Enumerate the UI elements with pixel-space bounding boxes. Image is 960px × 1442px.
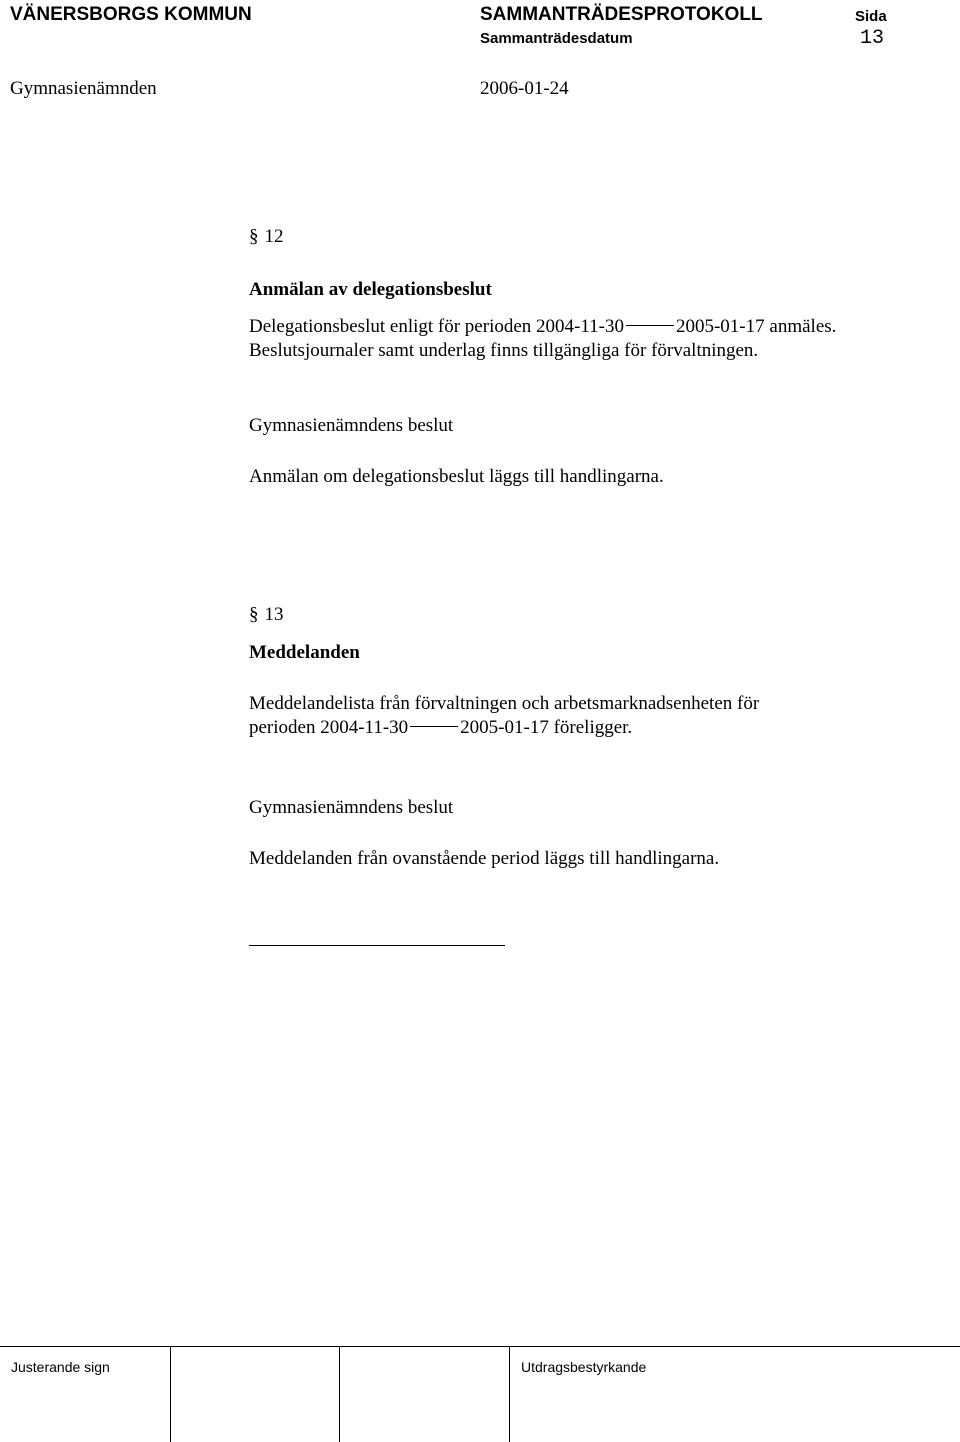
line-text: perioden 2004-11-30 [249,717,409,738]
utdragsbestyrkande-label: Utdragsbestyrkande [521,1359,647,1375]
municipality-name: VÄNERSBORGS KOMMUN [10,4,252,25]
section-number-13 [249,604,284,626]
section-number-12 [249,226,284,248]
footer-divider [509,1347,510,1442]
section-number: 13 [264,604,284,625]
dash-separator [626,325,674,326]
paragraph-line: Beslutsjournaler samt underlag finns tillgängliga för förvaltningen. [249,340,759,361]
footer-divider [339,1347,340,1442]
section-symbol: § [249,604,259,625]
decision-heading: Gymnasienämndens beslut [249,415,454,436]
line-text: Delegationsbeslut enligt för perioden 2004-11-30 [249,316,624,337]
meeting-date: 2006-01-24 [480,78,569,99]
meeting-date-label: Sammanträdesdatum [480,30,633,47]
footer-divider [170,1347,171,1442]
page-number: 13 [860,27,885,50]
signature-footer [0,1346,960,1442]
section-paragraph [249,315,889,363]
page-label: Sida [855,8,887,25]
section-paragraph [249,692,889,740]
section-number: 12 [264,226,284,247]
justerande-sign-label: Justerande sign [11,1359,110,1375]
dash-separator [410,726,458,727]
paragraph-line [249,716,889,740]
section-title: Meddelanden [249,642,360,663]
paragraph-line [249,315,889,339]
section-symbol: § [249,226,259,247]
line-text: 2005-01-17 anmäles. [675,316,837,337]
committee-name: Gymnasienämnden [10,78,157,99]
section-title: Anmälan av delegationsbeslut [249,279,492,300]
decision-heading: Gymnasienämndens beslut [249,797,454,818]
decision-text: Meddelanden från ovanstående period läggs till handlingarna. [249,848,720,869]
document-type: SAMMANTRÄDESPROTOKOLL [480,4,763,25]
paragraph-line: Meddelandelista från förvaltningen och arbetsmarknadsenheten för [249,693,760,714]
decision-text: Anmälan om delegationsbeslut läggs till handlingarna. [249,466,664,487]
end-rule [249,945,505,946]
line-text: 2005-01-17 föreligger. [460,717,633,738]
